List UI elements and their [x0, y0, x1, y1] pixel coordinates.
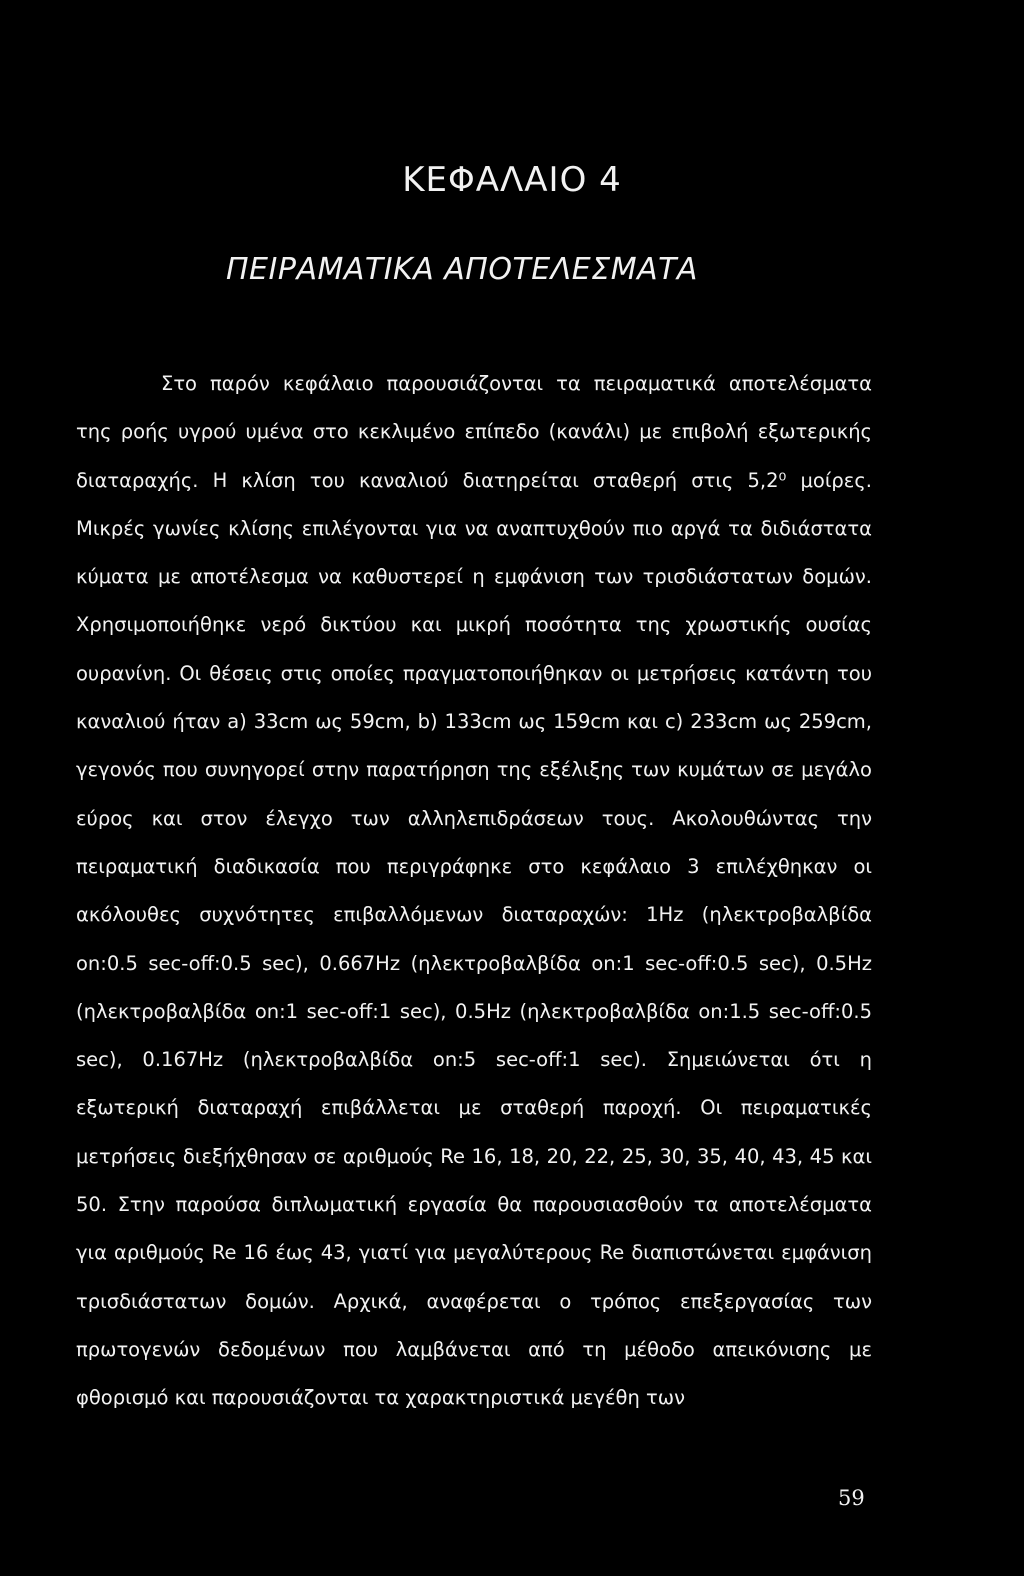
chapter-title: ΠΕΙΡΑΜΑΤΙΚΑ ΑΠΟΤΕΛΕΣΜΑΤΑ	[226, 252, 698, 287]
chapter-label: ΚΕΦΑΛΑΙΟ 4	[402, 160, 622, 200]
page-number: 59	[838, 1486, 865, 1510]
body-paragraph: Στο παρόν κεφάλαιο παρουσιάζονται τα πειραματικά αποτελέσματα της ροής υγρού υμένα στο κεκλιμένο επίπεδο (κανάλι) με επιβολή εξωτερικής διαταραχής. Η κλίση του καναλιού διατηρείται σταθερή στις 5,2⁰ μοίρες. Μικρές γωνίες κλίσης επιλέγονται για να αναπτυχθούν πιο αργά τα διδιάστατα κύματα με αποτέλεσμα να καθυστερεί η εμφάνιση των τρισδιάστατων δομών. Χρησιμοποιήθηκε νερό δικτύου και μικρή ποσότητα της χρωστικής ουσίας ουρανίνη. Οι θέσεις στις οποίες πραγματοποιήθηκαν οι μετρήσεις κατάντη του καναλιού ήταν a) 33cm ως 59cm, b) 133cm ως 159cm και c) 233cm ως 259cm, γεγονός που συνηγορεί στην παρατήρηση της εξέλιξης των κυμάτων σε μεγάλο εύρος και στον έλεγχο των αλληλεπιδράσεων τους. Ακολουθώντας την πειραματική διαδικασία που περιγράφηκε στο κεφάλαιο 3 επιλέχθηκαν οι ακόλουθες συχνότητες επιβαλλόμενων διαταραχών: 1Hz (ηλεκτροβαλβίδα on:0.5 sec-off:0.5 sec), 0.667Hz (ηλεκτροβαλβίδα on:1 sec-off:0.5 sec), 0.5Hz (ηλεκτροβαλβίδα on:1 sec-off:1 sec), 0.5Hz (ηλεκτροβαλβίδα on:1.5 sec-off:0.5 sec), 0.167Hz (ηλεκτροβαλβίδα on:5 sec-off:1 sec). Σημειώνεται ότι η εξωτερική διαταραχή επιβάλλεται με σταθερή παροχή. Οι πειραματικές μετρήσεις διεξήχθησαν σε αριθμούς Re 16, 18, 20, 22, 25, 30, 35, 40, 43, 45 και 50. Στην παρούσα διπλωματική εργασία θα παρουσιασθούν τα αποτελέσματα για αριθμούς Re 16 έως 43, γιατί για μεγαλύτερους Re διαπιστώνεται εμφάνιση τρισδιάστατων δομών. Αρχικά, αναφέρεται ο τρόπος επεξεργασίας των πρωτογενών δεδομένων που λαμβάνεται από τη μέθοδο απεικόνισης με φθορισμό και παρουσιάζονται τα χαρακτηριστικά μεγέθη των	[76, 372, 872, 1410]
